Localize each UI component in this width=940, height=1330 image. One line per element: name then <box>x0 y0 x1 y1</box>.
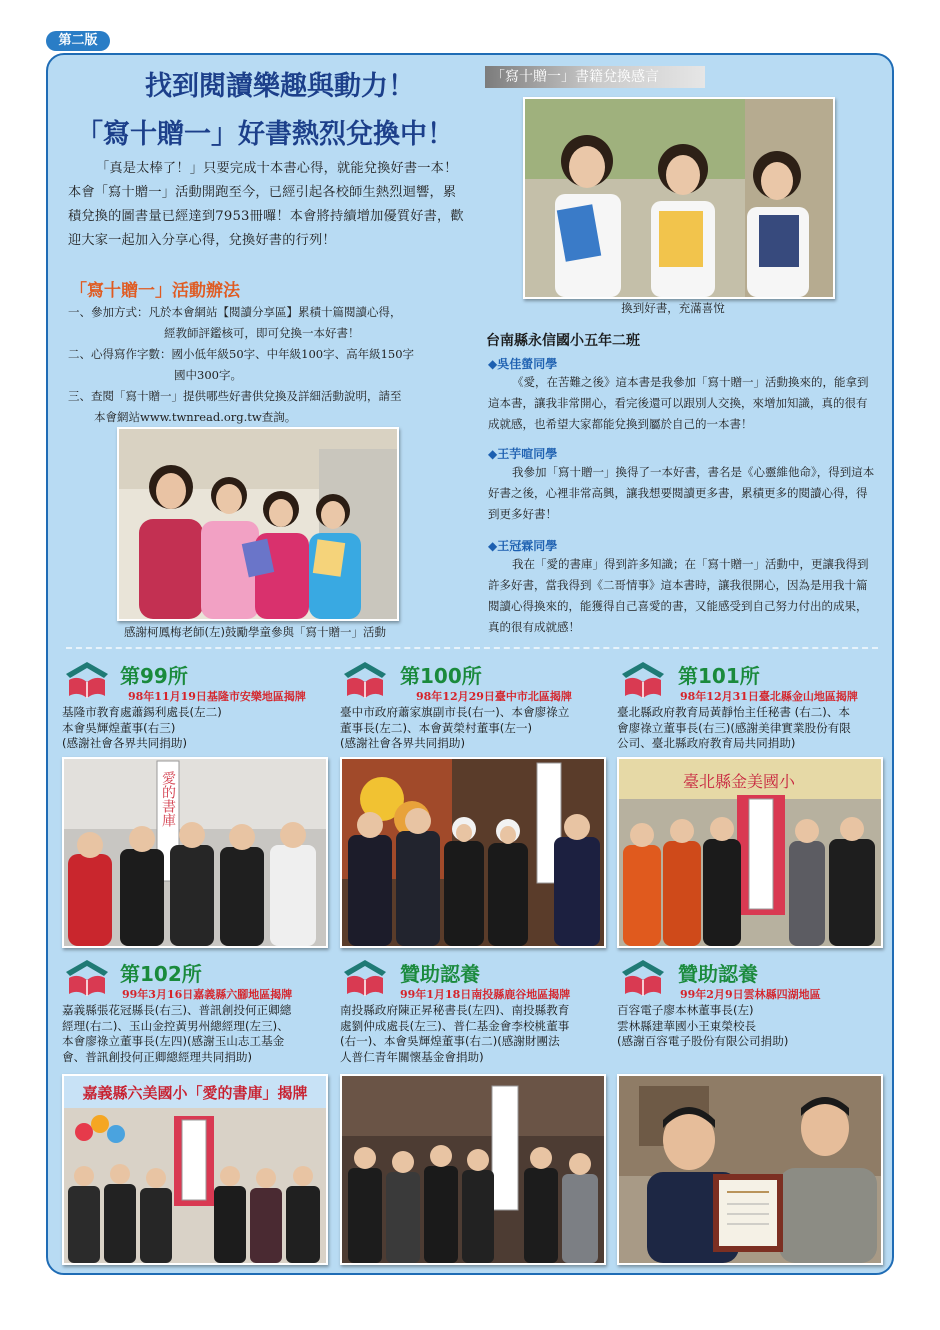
teacher-photo-caption: 感謝柯鳳梅老師(左)鼓勵學童參與「寫十贈一」活動 <box>124 625 386 639</box>
item-1-photo <box>62 757 328 948</box>
item-4-desc-line: 會、普訊創投何正卿總經理共同捐助) <box>62 1049 253 1064</box>
student-1-text: 《愛，在苦難之後》這本書是我參加「寫十贈一」活動換來的，能拿到這本書，讓我非常開心，看完後還可以跟別人交換，來增加知識，真的很有成就感，也希望大家都能兌換到屬於自己的一本書！ <box>488 375 869 431</box>
item-4-number: 第102所 <box>120 962 202 986</box>
item-6-number: 贊助認養 <box>678 962 758 986</box>
item-3-desc-line: 臺北縣政府教育局黃靜怡主任秘書 (右二)、本 <box>617 705 851 719</box>
rules-heading: 「寫十贈一」活動辦法 <box>70 281 240 301</box>
rule-1-cont: 經教師評鑑核可，即可兌換一本好書！ <box>164 326 360 340</box>
item-2-desc-line: 臺中市政府蕭家旗副市長(右一)、本會廖祿立 <box>340 705 570 719</box>
item-1-desc <box>62 705 332 752</box>
item-5-photo <box>340 1074 606 1265</box>
student-1-name: ◆吳佳螢同學 <box>488 357 558 371</box>
rule-3-cont: 本會網站www.twnread.org.tw查詢。 <box>94 410 297 424</box>
book-logo-icon <box>342 660 388 700</box>
student-2-name: ◆王芋喧同學 <box>488 447 558 461</box>
item-3-sign-text: 臺北縣金美國小 <box>682 772 796 791</box>
section-divider <box>66 647 878 649</box>
edition-label: 第二版 <box>46 31 110 51</box>
item-4-sign-text: 嘉義縣六美國小「愛的書庫」揭牌 <box>82 1084 308 1102</box>
article-title-line1: 找到閱讀樂趣與動力！ <box>145 71 415 102</box>
item-4-photo <box>62 1074 328 1265</box>
item-3-desc-line: 會廖祿立董事長(右三)(感謝美律實業股份有限 <box>617 720 851 735</box>
item-2-number: 第100所 <box>400 664 482 688</box>
student-2-text: 我參加「寫十贈一」換得了一本好書，書名是《心靈維他命》，得到這本好書之後，心裡非常高興，讓我想要閱讀更多書，累積更多的閱讀心得，得到更多好書！ <box>488 465 875 521</box>
item-6-desc-line: 雲林縣建華國小王東榮校長 <box>617 1018 757 1033</box>
item-4-desc-line: 嘉義縣張花冠縣長(右三)、普訊創投何正卿總 <box>62 1003 292 1017</box>
item-5-desc <box>340 1003 610 1065</box>
item-1-desc-line: (感謝社會各界共同捐助) <box>62 736 187 750</box>
item-2-desc <box>340 705 620 752</box>
book-logo-icon <box>620 958 666 998</box>
rule-2-cont: 國中300字。 <box>174 368 242 382</box>
item-6-desc-line: 百容電子廖本林董事長(左) <box>617 1003 754 1017</box>
article-intro: 「真是太棒了！」只要完成十本書心得，就能兌換好書一本！本會「寫十贈一」活動開跑至今，已經引起各校師生熱烈迴響，累積兌換的圖書量已經達到7953冊囉！本會將持續增加優質好書，歡迎大家一起加入分享心得，兌換好書的行列！ <box>68 161 464 248</box>
book-logo-icon <box>64 660 110 700</box>
rule-3: 三、查閱「寫十贈一」提供哪些好書供兌換及詳細活動說明，請至 <box>68 389 402 403</box>
rule-2: 二、心得寫作字數：國小低年級50字、中年級100字、高年級150字 <box>68 347 415 361</box>
item-3-desc <box>617 705 887 752</box>
item-4-desc-line: 本會廖祿立董事長(左四)(感謝玉山志工基金 <box>62 1034 285 1048</box>
item-2-photo <box>340 757 606 948</box>
item-3-desc-line: 公司、臺北縣政府教育局共同捐助) <box>617 736 796 750</box>
feedback-section-tag: 「寫十贈一」書籍兌換感言 <box>485 66 705 88</box>
item-1-desc-line: 基隆市教育處蕭錫利處長(左二) <box>62 705 222 719</box>
teacher-students-photo <box>117 427 399 621</box>
rules-list <box>68 302 468 428</box>
item-1-number: 第99所 <box>120 664 188 688</box>
item-2-desc-line: (感謝社會各界共同捐助) <box>340 736 465 750</box>
student-3-text: 我在「愛的書庫」得到許多知識；在「寫十贈一」活動中，更讓我得到許多好書，當我得到《二哥情事》這本書時，讓我很開心，因為是用我十篇閱讀心得換來的，能獲得自己喜愛的書，又能感受到自己努力付出的成果，真的很有成就感！ <box>488 557 869 634</box>
item-2-desc-line: 董事長(左二)、本會黃榮村董事(左一) <box>340 720 532 735</box>
book-logo-icon <box>620 660 666 700</box>
school-name: 台南縣永信國小五年二班 <box>486 333 640 349</box>
item-1-banner-char: 愛的書庫 <box>160 771 176 827</box>
item-5-number: 贊助認養 <box>400 962 480 986</box>
item-1-date: 98年11月19日基隆市安樂地區揭牌 <box>128 690 306 703</box>
item-5-desc-line: 處劉仲成處長(左三)、普仁基金會李校桃董事 <box>340 1018 570 1033</box>
item-6-desc <box>617 1003 887 1050</box>
item-4-date: 99年3月16日嘉義縣六腳地區揭牌 <box>122 988 293 1001</box>
item-5-desc-line: 南投縣政府陳正昇秘書長(左四)、南投縣教育 <box>340 1003 570 1017</box>
article-title-line2: 「寫十贈一」好書熱烈兌換中！ <box>76 119 454 150</box>
students-books-photo <box>523 97 835 299</box>
rule-1: 一、參加方式：凡於本會網站【閱讀分享區】累積十篇閱讀心得， <box>68 305 402 319</box>
item-6-photo <box>617 1074 883 1265</box>
item-3-date: 98年12月31日臺北縣金山地區揭牌 <box>680 690 858 703</box>
student-3-name: ◆王冠霖同學 <box>488 539 558 553</box>
item-5-desc-line: 人普仁青年關懷基金會捐助) <box>340 1049 484 1064</box>
book-logo-icon <box>342 958 388 998</box>
book-logo-icon <box>64 958 110 998</box>
item-3-number: 第101所 <box>678 664 760 688</box>
item-4-desc <box>62 1003 332 1065</box>
students-photo-caption: 換到好書，充滿喜悅 <box>621 301 725 315</box>
item-3-photo <box>617 757 883 948</box>
item-4-desc-line: 經理(右二)、玉山金控黃男州總經理(左三)、 <box>62 1018 289 1033</box>
item-5-date: 99年1月18日南投縣鹿谷地區揭牌 <box>400 988 571 1001</box>
item-6-desc-line: (感謝百容電子股份有限公司捐助) <box>617 1034 789 1048</box>
item-5-desc-line: (右一)、本會吳輝煌董事(右二)(感謝財團法 <box>340 1034 560 1048</box>
item-1-desc-line: 本會吳輝煌董事(右三) <box>62 720 176 735</box>
item-2-date: 98年12月29日臺中市北區揭牌 <box>416 690 572 703</box>
item-6-date: 99年2月9日雲林縣四湖地區 <box>680 988 821 1001</box>
